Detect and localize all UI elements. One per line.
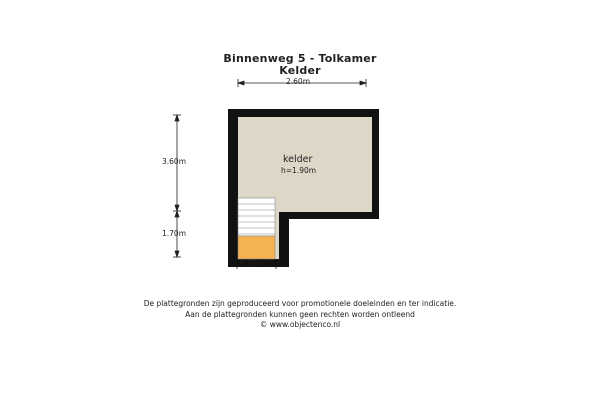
room-name-label: kelder	[283, 154, 313, 165]
copyright-line: © www.objectenco.nl	[259, 320, 341, 329]
disclaimer-line-2: Aan de plattegronden kunnen geen rechten worden ontleend	[185, 309, 415, 319]
plan-title-floor: Kelder	[279, 64, 321, 77]
room-height-label: h=1.90m	[281, 166, 317, 175]
dimension-top-width: 2.60m	[286, 77, 311, 86]
staircase	[238, 198, 275, 259]
disclaimer-line-1: De plattegronden zijn geproduceerd voor promotionele doeleinden en ter indicatie.	[143, 299, 457, 308]
dimension-left-lower: 1.70m	[162, 229, 187, 238]
disclaimer	[0, 299, 600, 331]
plan-title-address: Binnenweg 5 - Tolkamer	[223, 52, 377, 65]
dimension-left-upper: 3.60m	[162, 157, 187, 166]
dimension-bottom-width: 0.75m	[240, 259, 265, 268]
